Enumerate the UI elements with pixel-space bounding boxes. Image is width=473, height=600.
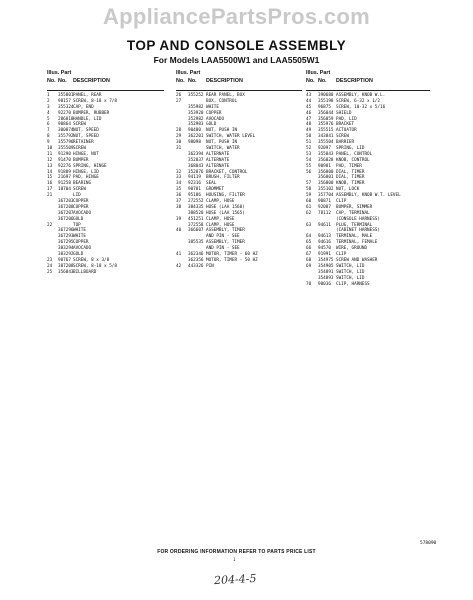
part-no: 443326 xyxy=(188,263,204,269)
part-description: NUT, SPEED xyxy=(73,128,99,134)
header-part-no: No. xyxy=(58,78,67,84)
illus-no: 69 xyxy=(306,263,312,269)
part-description: TOP xyxy=(73,222,81,228)
part-no: 355504 xyxy=(318,140,334,146)
part-description: ASSEMBLY, KNOB W.L. xyxy=(336,93,386,98)
part-no: 356800 xyxy=(318,169,334,175)
part-description: AVOCADO xyxy=(73,246,92,252)
part-description: DIAL, TIMER xyxy=(336,175,365,181)
part-description: NUT, PUSH IN xyxy=(206,128,238,134)
part-description: PANEL, CONTROL xyxy=(336,151,373,157)
illus-no: 49 xyxy=(306,128,312,134)
part-description: PIN xyxy=(206,263,214,269)
part-description: HINGE, LID xyxy=(73,169,99,175)
illus-no: 41 xyxy=(176,252,182,258)
part-no: 367296 xyxy=(58,228,74,234)
part-description: AVOCADO xyxy=(206,116,225,122)
part-no: 356843 xyxy=(58,269,74,275)
illus-no: 57 xyxy=(306,181,312,187)
part-no: 300874 xyxy=(58,128,74,134)
illus-no: 54 xyxy=(306,157,312,163)
part-description: BILLBOARD xyxy=(73,269,97,275)
part-description: PAD, LID xyxy=(336,116,357,122)
part-no: 352876 xyxy=(188,169,204,175)
part-no: 94119 xyxy=(188,175,201,181)
part-description: SCREW xyxy=(73,146,86,152)
part-description: AND PIN - SEE xyxy=(206,246,240,252)
part-description: PAD, TIMER xyxy=(336,163,362,169)
part-description: MOTOR, TIMER - 60 HZ xyxy=(206,252,258,258)
part-description: NUT, SPEED xyxy=(73,134,99,140)
ordering-footer: FOR ORDERING INFORMATION REFER TO PARTS PRICE LIST xyxy=(157,549,316,555)
part-description: SCREW AND WASHER xyxy=(336,257,378,263)
part-description: WIRE, GROUND xyxy=(336,246,368,252)
part-no: 18704 xyxy=(58,187,71,193)
illus-no: 10 xyxy=(47,146,53,152)
part-description: ASSEMBLY, TIMER xyxy=(206,240,245,246)
illus-no: 60 xyxy=(306,199,312,205)
part-description: HOSE (LAA 1565) xyxy=(206,210,245,216)
part-description: PAD, HINGE xyxy=(73,175,99,181)
illus-no: 62 xyxy=(306,210,312,216)
illus-no: 56 xyxy=(306,169,312,175)
part-no: 366607 xyxy=(188,228,204,234)
part-no: 90871 xyxy=(318,199,331,205)
parts-row xyxy=(306,282,430,288)
illus-no: 39 xyxy=(176,216,182,222)
illus-no: 48 xyxy=(306,122,312,128)
illus-no: 16 xyxy=(47,181,53,187)
part-description: GROMMET xyxy=(206,187,225,193)
illus-no: 2 xyxy=(47,98,50,104)
part-description: WHITE xyxy=(73,228,86,234)
parts-column-2 xyxy=(176,70,302,270)
illus-no: 32 xyxy=(176,169,182,175)
part-description: HOSE (LAA 1560) xyxy=(206,204,245,210)
illus-no: 66 xyxy=(306,246,312,252)
part-description: SCREW, 8-18 x 7/8 xyxy=(73,98,117,104)
part-description: CAP, END xyxy=(73,104,94,110)
part-no: 354893 xyxy=(318,275,334,281)
part-no: 78112 xyxy=(318,210,331,216)
illus-no: 15 xyxy=(47,175,53,181)
illus-no: 44 xyxy=(306,98,312,104)
part-description: SWITCH, LID xyxy=(336,275,365,281)
header-illus-no: No. xyxy=(176,78,185,84)
part-no: 354975 xyxy=(318,257,334,263)
part-description: TERMINAL, FEMALE xyxy=(336,240,378,246)
part-description: SPRING, LID xyxy=(336,146,365,152)
part-description: CLAMP, HOSE xyxy=(206,222,235,228)
part-description: CAP, TERMINAL xyxy=(336,210,370,216)
illus-no: 28 xyxy=(176,128,182,134)
part-no: 91258 xyxy=(58,181,71,187)
illus-no: 65 xyxy=(306,240,312,246)
part-no: 388520 xyxy=(188,210,204,216)
part-description: BUMPER, SIMMER xyxy=(336,204,373,210)
part-description: SCREW, 8 x 3/8 xyxy=(73,257,110,263)
part-no: 356044 xyxy=(318,110,334,116)
part-no: 384335 xyxy=(188,204,204,210)
part-description: PANEL, REAR xyxy=(73,93,102,98)
watermark: AppliancePartsPros.com xyxy=(102,4,371,29)
part-description: CLAMP, HOSE xyxy=(206,199,235,205)
part-no: 362394 xyxy=(188,151,204,157)
part-no: 362346 xyxy=(188,252,204,258)
part-no: 354905 xyxy=(318,263,334,269)
part-no: 90036 xyxy=(318,281,331,287)
part-description: SWITCH, LID xyxy=(336,263,365,269)
part-description: SCREW xyxy=(73,122,86,128)
part-description: ALTERNATE xyxy=(206,163,230,169)
illus-no: 21 xyxy=(47,193,53,199)
part-no: 272552 xyxy=(188,199,204,205)
illus-no: 29 xyxy=(176,134,182,140)
part-description: BUMPER, RUBBER xyxy=(73,110,110,116)
parts-row xyxy=(176,264,302,270)
illus-no: 55 xyxy=(306,163,312,169)
part-description: AVOCADO xyxy=(73,210,92,216)
illus-no: 3 xyxy=(47,104,50,110)
part-description: SCREW, 8-18 x 5/8 xyxy=(73,263,117,269)
part-no: 352037 xyxy=(188,157,204,163)
part-description: CLAMP, HOSE xyxy=(206,216,235,222)
part-description: SHIELD xyxy=(336,110,352,116)
part-no: 92087 xyxy=(318,204,331,210)
part-no: 367207 xyxy=(58,210,74,216)
part-no: 286818 xyxy=(58,116,74,122)
part-no: 356059 xyxy=(318,116,334,122)
part-description: SCREW xyxy=(73,187,86,193)
part-no: 95186 xyxy=(188,193,201,199)
parts-column-1 xyxy=(47,70,164,276)
document-code: 578090 xyxy=(420,541,437,546)
illus-no: 25 xyxy=(47,269,53,275)
part-description: SEAL xyxy=(206,181,217,187)
part-description: COPPER xyxy=(73,204,89,210)
column-header xyxy=(176,70,302,91)
illus-no: 34 xyxy=(176,181,182,187)
illus-no: 35 xyxy=(176,187,182,193)
illus-no: 64 xyxy=(306,234,312,240)
illus-no: 50 xyxy=(306,134,312,140)
part-description: BARRIER xyxy=(336,140,355,146)
part-no: 355324 xyxy=(58,104,74,110)
part-no: 94611 xyxy=(318,222,331,228)
illus-no: 40 xyxy=(176,228,182,234)
part-no: 356800 xyxy=(318,181,334,187)
part-no: 368043 xyxy=(188,163,204,169)
part-description: WHITE xyxy=(73,234,86,240)
part-description: BEARING xyxy=(73,181,92,187)
header-illus-no: No. xyxy=(306,78,315,84)
illus-no: 47 xyxy=(306,116,312,122)
part-no: 90767 xyxy=(58,257,71,263)
part-no: 355198 xyxy=(318,98,334,104)
header-illus-part: Illus. Part xyxy=(176,70,201,76)
part-no: 352983 xyxy=(188,122,204,128)
part-no: 387208 xyxy=(58,263,74,269)
illus-no: 37 xyxy=(176,199,182,205)
part-no: 362201 xyxy=(188,134,204,140)
part-description: ASSEMBLY, KNOB W.T. LEVEL xyxy=(336,193,401,199)
illus-no: 51 xyxy=(306,140,312,146)
part-no: 96875 xyxy=(318,104,331,110)
part-no: 362356 xyxy=(188,257,204,263)
header-illus-part: Illus. Part xyxy=(306,70,331,76)
illus-no: 13 xyxy=(47,163,53,169)
part-description: KNOB, TIMER xyxy=(336,181,365,187)
page-mark: 1 xyxy=(233,557,236,562)
part-no: 92316 xyxy=(188,181,201,187)
illus-no: 30 xyxy=(176,140,182,146)
part-no: 355792 xyxy=(58,134,74,140)
parts-column-3 xyxy=(306,70,430,287)
part-description: SCREW, 6-32 x 1/2 xyxy=(336,98,380,104)
part-description: SPRING, HINGE xyxy=(73,163,107,169)
part-no: 343841 xyxy=(318,134,334,140)
part-description: BRACKET xyxy=(336,122,355,128)
part-no: 356801 xyxy=(318,175,334,181)
illus-no: 67 xyxy=(306,252,312,258)
illus-no: 6 xyxy=(47,122,50,128)
part-description: SWITCH, WATER xyxy=(206,146,240,152)
illus-no: 61 xyxy=(306,204,312,210)
part-description: SWITCH, LID xyxy=(336,269,365,275)
page-subtitle: For Models LAA5500W1 and LAA5505W1 xyxy=(153,55,320,65)
part-description: HINGE, NUT xyxy=(73,151,99,157)
part-no: 94616 xyxy=(318,240,331,246)
header-part-no: No. xyxy=(188,78,197,84)
part-no: 94570 xyxy=(318,246,331,252)
part-no: 94613 xyxy=(318,234,331,240)
part-description: LID xyxy=(73,193,81,199)
part-description: SWITCH, WATER LEVEL xyxy=(206,134,256,140)
part-description: GOLD xyxy=(73,252,84,258)
part-description: SCREW, 10-32 x 5/16 xyxy=(336,104,386,110)
part-description: BRUSH, FILTER xyxy=(206,175,240,181)
part-description: SCREW xyxy=(336,134,349,140)
illus-no: 11 xyxy=(47,151,53,157)
illus-no: 53 xyxy=(306,151,312,157)
part-no: 383294 xyxy=(58,246,74,252)
illus-no: 43 xyxy=(306,93,312,98)
part-no: 354891 xyxy=(318,269,334,275)
illus-no: 31 xyxy=(176,146,182,152)
part-no: 355252 xyxy=(188,93,204,98)
column-header xyxy=(306,70,430,91)
part-description: NUT, LOCK xyxy=(336,187,360,193)
part-description: COPPER xyxy=(73,199,89,205)
illus-no: 33 xyxy=(176,175,182,181)
illus-no: 4 xyxy=(47,110,50,116)
part-no: 383292 xyxy=(58,252,74,258)
illus-no: 8 xyxy=(47,134,50,140)
part-no: 372558 xyxy=(188,222,204,228)
illus-no: 1 xyxy=(47,93,50,98)
part-description: ACTUATOR xyxy=(336,128,357,134)
part-no: 92276 xyxy=(58,163,71,169)
part-no: 367295 xyxy=(58,240,74,246)
illus-no: 58 xyxy=(306,187,312,193)
part-no: 367206 xyxy=(58,216,74,222)
handwritten-note: 204-4-5 xyxy=(213,571,257,588)
part-description: TERMINAL, MALE xyxy=(336,234,373,240)
part-no: 356028 xyxy=(318,157,334,163)
part-no: 91290 xyxy=(58,151,71,157)
part-description: ASSEMBLY, TIMER xyxy=(206,228,245,234)
illus-no: 52 xyxy=(306,146,312,152)
illus-no: 12 xyxy=(47,157,53,163)
part-description: AND PIN - SEE xyxy=(206,234,240,240)
part-description: CLIP, HARNESS xyxy=(336,281,370,287)
illus-no: 26 xyxy=(176,93,182,98)
illus-no: 63 xyxy=(306,222,312,228)
part-description: HANDLE, LID xyxy=(73,116,102,122)
part-no: 21697 xyxy=(58,175,71,181)
illus-no: 5 xyxy=(47,116,50,122)
part-description: COPPER xyxy=(206,110,222,116)
part-no: 98157 xyxy=(58,98,71,104)
part-no: 98098 xyxy=(188,140,201,146)
part-no: 355976 xyxy=(318,122,334,128)
part-description: COPPER xyxy=(73,240,89,246)
column-header xyxy=(47,70,164,91)
illus-no: 23 xyxy=(47,257,53,263)
part-no: 90781 xyxy=(188,187,201,193)
part-description: GOLD xyxy=(206,122,217,128)
header-illus-part: Illus. Part xyxy=(47,70,72,76)
part-description: BOX, CONTROL xyxy=(206,98,238,104)
header-description: DESCRIPTION xyxy=(206,78,243,84)
illus-no: 9 xyxy=(47,140,50,146)
part-description: (CONSOLE HARNESS) xyxy=(336,216,380,222)
illus-no: 14 xyxy=(47,169,53,175)
illus-no: 17 xyxy=(47,187,53,193)
illus-no: 70 xyxy=(306,281,312,287)
part-description: MOTOR, TIMER - 50 HZ xyxy=(206,257,258,263)
illus-no: 27 xyxy=(176,98,182,104)
part-description: ALTERNATE xyxy=(206,157,230,163)
parts-row xyxy=(47,270,164,276)
part-no: 92097 xyxy=(318,146,331,152)
header-description: DESCRIPTION xyxy=(336,78,373,84)
part-no: 390680 xyxy=(318,93,334,98)
part-description: NUT, PUSH IN xyxy=(206,140,238,146)
part-description: CLIP xyxy=(336,199,347,205)
part-description: REAR PANEL, BOX xyxy=(206,93,245,98)
part-no: 357704 xyxy=(318,193,334,199)
part-no: 355843 xyxy=(318,151,334,157)
header-part-no: No. xyxy=(318,78,327,84)
part-no: 90480 xyxy=(188,128,201,134)
illus-no: 38 xyxy=(176,204,182,210)
page-title: TOP AND CONSOLE ASSEMBLY xyxy=(126,38,347,53)
illus-no: 7 xyxy=(47,128,50,134)
part-description: WHITE xyxy=(206,104,219,110)
part-description: RETAINER xyxy=(73,140,94,146)
part-no: 91889 xyxy=(58,169,71,175)
illus-no: 24 xyxy=(47,263,53,269)
part-no: 355102 xyxy=(318,187,334,193)
illus-no: 42 xyxy=(176,263,182,269)
part-description: HOUSING, FILTER xyxy=(206,193,245,199)
part-no: 90981 xyxy=(318,163,331,169)
part-description: (CABINET HARNESS) xyxy=(336,228,380,234)
header-illus-no: No. xyxy=(47,78,56,84)
illus-no: 22 xyxy=(47,222,53,228)
part-no: 367203 xyxy=(58,199,74,205)
part-no: 92270 xyxy=(58,110,71,116)
header-description: DESCRIPTION xyxy=(73,78,110,84)
illus-no: 36 xyxy=(176,193,182,199)
part-description: GOLD xyxy=(73,216,84,222)
illus-no: 46 xyxy=(306,110,312,116)
part-no: 355796 xyxy=(58,140,74,146)
part-no: 451251 xyxy=(188,216,204,222)
part-no: 353920 xyxy=(188,110,204,116)
part-description: PLUG, TERMINAL xyxy=(336,222,373,228)
part-no: 367293 xyxy=(58,234,74,240)
part-description: DIAL, TIMER xyxy=(336,169,365,175)
part-description: CLIP xyxy=(336,252,347,258)
part-description: ALTERNATE xyxy=(206,151,230,157)
part-description: BUMPER xyxy=(73,157,89,163)
part-no: 355801 xyxy=(58,93,74,98)
part-description: KNOB, CONTROL xyxy=(336,157,370,163)
part-no: 91991 xyxy=(318,252,331,258)
part-no: 355509 xyxy=(58,146,74,152)
illus-no: 68 xyxy=(306,257,312,263)
part-no: 385535 xyxy=(188,240,204,246)
part-description: BRACKET, CONTROL xyxy=(206,169,248,175)
part-no: 90864 xyxy=(58,122,71,128)
part-no: 352982 xyxy=(188,116,204,122)
part-no: 355515 xyxy=(318,128,334,134)
illus-no: 59 xyxy=(306,193,312,199)
part-no: 355982 xyxy=(188,104,204,110)
illus-no: 45 xyxy=(306,104,312,110)
part-no: 367208 xyxy=(58,204,74,210)
part-no: 91470 xyxy=(58,157,71,163)
